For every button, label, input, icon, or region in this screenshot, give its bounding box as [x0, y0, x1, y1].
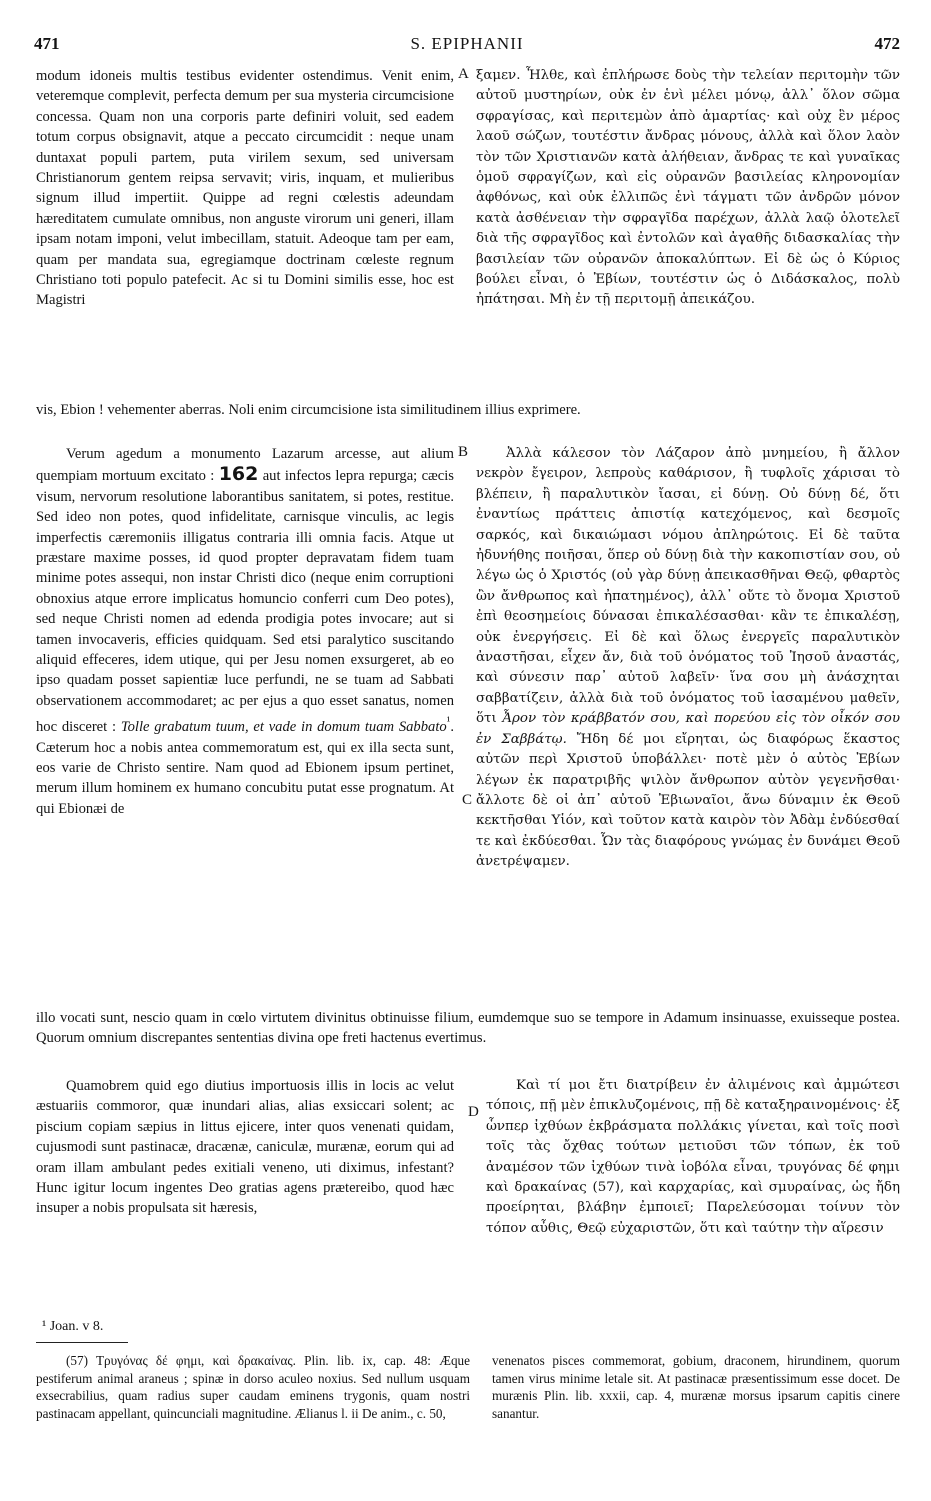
section-number: 162	[218, 463, 259, 486]
full-width-lines-section-2	[36, 1008, 900, 1049]
greek-column-section-3	[486, 1076, 900, 1239]
margin-letter-a: A	[458, 66, 469, 82]
note-left-column	[36, 1352, 470, 1422]
greek-column-section-2	[476, 444, 900, 873]
latin-column-section-3	[36, 1076, 454, 1219]
margin-letter-c: C	[462, 792, 473, 808]
right-page-number: 472	[874, 34, 900, 53]
greek-paragraph: ξαμεν. Ἦλθε, καὶ ἐπλήρωσε δοὺς τὴν τελείαν περιτομὴν τῶν αὐτοῦ μυστηρίων, οὐκ ἐν ἑνὶ μέλει μόνῳ, ἀλλ᾽ ὅλον σῶμα σφραγίσας, καὶ περιτεμὼν ἀπὸ ἁμαρτίας· καὶ οὐχ ἓν μέρος λαοῦ σώζων, τουτέστιν ἄνδρας μόνους, ἀλλὰ καὶ ὅλον λαὸν τὸν τῶν Χριστιανῶν κατὰ ἀλήθειαν, ἄνδρας τε καὶ γυναῖκας ὁμοῦ σφραγίζων, καὶ εἰς οὐρανῶν βασιλείας κληρονομίαν ἀφθόνως, καὶ οὐκ ἐλλιπῶς ἑνὶ τάγματι τῶν ἀνδρῶν μόνον κατὰ ἀσθένειαν τὴν σφραγῖδα παρέχων, ἀλλὰ λαῷ ὁλοτελεῖ διὰ τῆς σφραγῖδος καὶ ἐντολῶν καὶ ἀγαθῆς διδασκαλίας τὴν βασιλείαν τῶν οὐρανῶν ἀποκαλύπτων. Εἰ δὲ ὡς ὁ Κύριος βούλει εἶναι, ὁ Ἐβίων, τουτέστιν ὡς ὁ Διδάσκαλος, πολὺ ἠπάτησαι. Μὴ ἐν τῇ περιτομῇ ἀπεικάζου.	[476, 68, 900, 308]
greek-text: Ἤδη δέ μοι εἴρηται, ὡς διαφόρως ἕκαστος αὐτῶν περὶ Χριστοῦ ὑποβάλλει· ποτὲ μὲν ὁ αὐτὸς Ἐβίων λέγων ἐκ παρατριβῆς ψιλὸν ἄνθρωπον αὐτὸν γεγενῆσθαι· ἄλλοτε δὲ οἱ ἀπ᾽ αὐτοῦ Ἐβιωναῖοι, ἄνω δύναμιν ἐκ Θεοῦ κεκτῆσθαι Υἱόν, καὶ τοῦτον κατὰ καιρὸν τὸν Ἀδὰμ ἐνδύεσθαί τε καὶ ἐκδύεσθαι. Ὧν τὰς διαφόρους γνώμας ἐν δυνάμει Θεοῦ ἀνετρέψαμεν.	[476, 731, 900, 870]
latin-text: aut infectos lepra repurga; cæcis visum, nervorum resolutione laborantibus sanitatem, si potes, restitue. Sed ideo non potes, quod infidelitate, carnisque vinculis, ac legis imperfectis cæremoniis illigatus contraria illi omnia facis. Atque ut præstare maxime posses, id quod propter depravatam fidem tuam minime potes assequi, non instar Christi dico (neque enim corruptioni obnoxius atque errore implicatus homuncio conferri cum Deo potes), sed neque Christi nomen ad edenda prodigia potes invocare; aut si tamen invocaveris, efficies quidquam. Sed etsi paralytico suscitando aliquid effeceres, idem utique, qui per Jesu nomen exsurgeret, ab eo ipso quadam posset sapientiæ luce perfundi, ne se tuam ad Sabbati observationem accommodaret; ac per ejus a quo esset sanatus, nomen hoc disceret :	[36, 468, 454, 736]
latin-continuation: illo vocati sunt, nescio quam in cœlo virtutem divinitus obtinuisse filium, eumdemque suo se tempore in Adamum insinuasse, exuisseque postea. Quorum omnium discrepantes sententias divina ope freti hactenus evertimus.	[36, 1010, 900, 1047]
latin-paragraph	[36, 444, 454, 819]
footnote-divider	[36, 1342, 128, 1343]
greek-paragraph: Καὶ τί μοι ἔτι διατρίβειν ἐν ἀλιμένοις καὶ ἀμμώτεσι τόποις, πῇ μὲν ἐπικλυζομένοις, πῇ δὲ καταξηραινομένοις· ἐξ ὧνπερ ἰχθύων ἐκβράσματα πολλάκις γίνεται, καὶ τοῖς ποσὶ τοῖς τὰς ὄχθας τούτων μετιοῦσι τῶν τόπων, ἐκ τοῦ ἀναμέσον τῶν ἰχθύων τινὰ ἰοβόλα εἶναι, τρυγόνας δέ φημι καὶ δρακαίνας (57), καὶ καρχαρίας, καὶ σμυραίνας, ὡς ἤδη προείρηται, βλάβην ἐμποιεῖ; Παρελεύσομαι τοίνυν τὸν τόπον αὖθις, Θεῷ εὐχαριστῶν, ὅτι καὶ ταύτην τὴν αἵρεσιν	[486, 1078, 900, 1236]
running-title: S. EPIPHANII	[410, 34, 524, 53]
left-page-number: 471	[34, 34, 60, 53]
greek-paragraph	[476, 444, 900, 873]
full-width-line-section-1	[36, 400, 900, 420]
latin-text: . Cæterum hoc a nobis antea commemoratum est, qui ex illa secta sunt, eos varie de Christo sentire. Nam quod ad Ebionem ipsum pertinet, merum illum hominem ex humano concubitu putat esse prognatum. At qui Ebionæi de	[36, 719, 454, 817]
latin-paragraph: Quamobrem quid ego diutius importuosis illis in locis ac velut æstuariis commoror, quæ inundari alias, alias exsiccari solent; ac piscium copiam sæpius in littus ejicere, inter quos venenati quidam, cujusmodi sunt pastinacæ, dracænæ, caniculæ, murænæ, eorum qui ad oram illam ambulant pedes exitiali veneno, uti diximus, infestant? Hunc igitur locum ingentes Deo gratias agens prætereibo, quod hæc insuper a nobis propulsata sit hæresis,	[36, 1078, 454, 1217]
latin-continuation: vis, Ebion ! vehementer aberras. Noli enim circumcisione ista similitudinem illius exprimere.	[36, 402, 581, 418]
greek-column-section-1	[476, 66, 900, 311]
note-text: venenatos pisces commemorat, gobium, draconem, hirundinem, quorum tamen virus minime letale sit. At pastinacæ præsentissimum esse docet. De murænis Plin. lib. xxxii, cap. 4, murænæ morsus ipsarum capitis cinere sanantur.	[492, 1353, 900, 1421]
running-header	[34, 34, 900, 56]
latin-column-section-2	[36, 444, 454, 819]
note-text: (57) Τρυγόνας δέ φημι, καὶ δρακαίνας. Plin. lib. ix, cap. 48: Æque pestiferum animal araneus ; spinæ in dorso aculeo noxius. Sed nullum usquam exsecrabilius, quam radius super caudam eminens trygonis, quam nostri pastinacam appellant, quincunciali magnitudine. Ælianus l. ii De anim., c. 50,	[36, 1353, 470, 1421]
latin-text: Verum agedum a monumento Lazarum arcesse, aut alium quempiam mortuum excitato :	[36, 446, 454, 485]
footnote-marker: ¹	[446, 714, 451, 729]
latin-paragraph: modum idoneis multis testibus evidenter ostendimus. Venit enim, veteremque complevit, perfecta demum per sua mysteria circumcisione concessa. Quam non una corporis parte definiri voluit, sed eadem totum corpus obsignavit, atque a peccato circumcidit : neque unam duntaxat populi partem, puta virilem sexum, sed universam Christianorum gentem reipsa servavit; viris, inquam, et mulieribus signum illud impertiit. Quippe ad regni cœlestis adeundam hæreditatem cumulate omnibus, non anguste virorum uni generi, illam ipsam notam imponi, velut imbecillam, statuit. Adeoque tam per eam, quam per mandata sua, egregiamque doctrinam cœleste regnum Christiano toti populo patefecit. Ac si tu Domini similis esse, hoc est Magistri	[36, 68, 454, 309]
scripture-quote-greek: Ἆρον τὸν κράββατόν σου, καὶ πορεύου εἰς τὸν οἶκόν σου ἐν Σαββάτῳ.	[476, 711, 900, 747]
footnote-reference: ¹ Joan. v 8.	[42, 1319, 104, 1334]
margin-letter-b: B	[458, 444, 469, 460]
margin-letter-d: D	[468, 1104, 479, 1120]
note-right-column	[492, 1352, 900, 1422]
latin-column-section-1	[36, 66, 454, 311]
greek-text: Ἀλλὰ κάλεσον τὸν Λάζαρον ἀπὸ μνημείου, ἢ ἄλλον νεκρὸν ἔγειρον, λεπροὺς καθάρισον, ἢ τυφλοῖς χάρισαι τὸ βλέπειν, ἢ παραλυτικὸν ἴασαι, εἰ δύνῃ. Οὐ δύνῃ δέ, ὅτι ἐναντίως πράττεις ἀπιστίᾳ κατεχόμενος, καὶ δεσμοῖς σαρκός, καὶ δικαιώμασι νόμου ἀπληρώτοις. Εἰ δὲ ταῦτα ἠδυνήθης ποιῆσαι, ὅπερ οὐ δύνῃ διὰ τὴν κακοπιστίαν σου, οὐ λέγω ὡς ὁ Χριστός (οὐ γὰρ δύνῃ ἀπεικασθῆναι Θεῷ, φθαρτὸς ὢν ἄνθρωπος καὶ ἠπατημένος), ἀλλ᾽ οὔτε τὸ ὄνομα Χριστοῦ ἐπὶ θεοσημείοις δύνασαι ἐπικαλέσασθαι· κἂν τε ἐπικαλέσῃ, οὐκ ἐνεργήσεις. Εἰ δὲ καὶ ὅλως ἐνεργεῖς παραλυτικὸν ἀναστῆσαι, εἶχεν ἄν, διὰ τοῦ ὀνόματος τοῦ Ἰησοῦ ἀναστάς, καὶ σύνεσιν παρ᾽ αὐτοῦ λαβεῖν· ἵνα σου μὴ ἀνάσχηται σαββατίζειν, ἀλλὰ διὰ τοῦ ὀνόματος τοῦ ἰασαμένου μαθεῖν, ὅτι	[476, 446, 900, 727]
scripture-quote: Tolle grabatum tuum, et vade in domum tuam Sabbato	[120, 719, 447, 736]
